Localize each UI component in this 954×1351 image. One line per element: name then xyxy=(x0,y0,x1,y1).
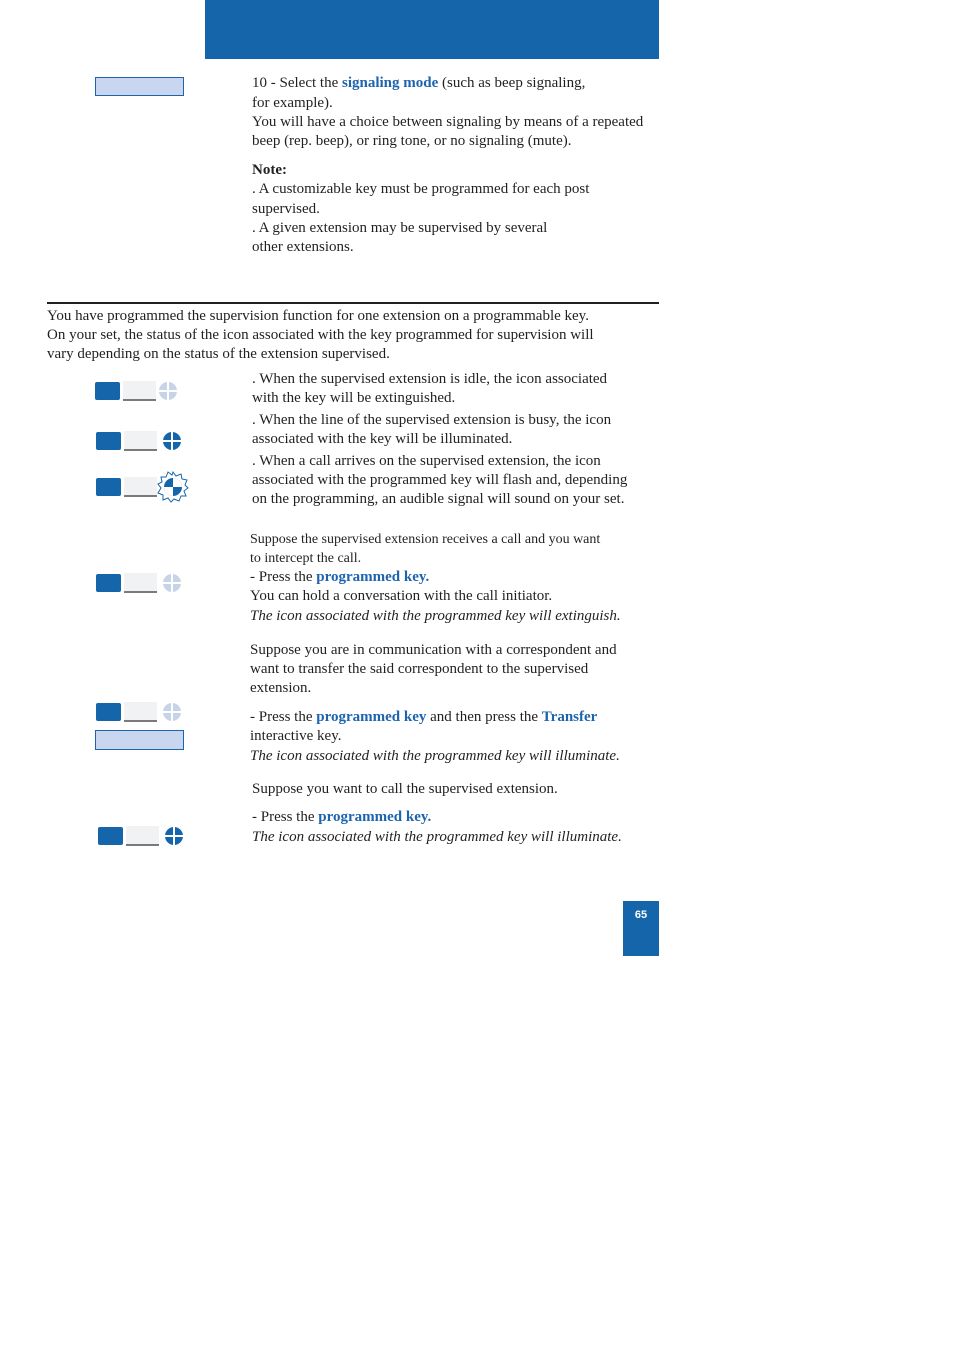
programmed-key-transfer[interactable] xyxy=(96,701,182,723)
supervision-idle-icon xyxy=(162,702,182,722)
state-call-line1: . When a call arrives on the supervised extension, the icon xyxy=(252,453,601,469)
key-label-area xyxy=(124,477,157,497)
state-busy-line2: associated with the key will be illuminated. xyxy=(252,431,513,447)
state-idle-line1: . When the supervised extension is idle, the icon associated xyxy=(252,371,608,387)
note-title: Note: xyxy=(252,162,287,178)
call-line1: Suppose you want to call the supervised extension. xyxy=(252,781,558,797)
intercept-line2: to intercept the call. xyxy=(250,551,362,566)
state-call-line2: associated with the programmed key will flash and, depending xyxy=(252,472,628,488)
supervision-busy-icon xyxy=(162,431,182,451)
call-result: The icon associated with the programmed key will illuminate. xyxy=(252,829,622,845)
supervision-idle-icon xyxy=(162,573,182,593)
programmed-key-call[interactable] xyxy=(98,825,186,847)
note-line1: . A customizable key must be programmed for each post xyxy=(252,181,590,197)
key-button[interactable] xyxy=(98,827,123,845)
supervision-busy-icon xyxy=(164,826,184,846)
intro-line2: On your set, the status of the icon associated with the key programmed for supervision will xyxy=(47,327,594,343)
transfer-line3: extension. xyxy=(250,680,312,696)
transfer-term: Transfer xyxy=(541,709,598,725)
intro-line3: vary depending on the status of the extension supervised. xyxy=(47,346,390,362)
key-label-area xyxy=(126,826,159,846)
intercept-press: - Press the programmed key. xyxy=(250,569,430,585)
section-divider xyxy=(47,302,659,304)
signaling-mode-screen-key[interactable] xyxy=(95,77,184,96)
key-label-area xyxy=(124,702,157,722)
programmed-key-term: programmed key. xyxy=(318,809,432,825)
programmed-key-flashing[interactable] xyxy=(96,476,192,498)
signaling-mode-term: signaling mode xyxy=(341,75,439,91)
key-button[interactable] xyxy=(96,574,121,592)
intercept-line4: You can hold a conversation with the call initiator. xyxy=(250,588,553,604)
programmed-key-busy[interactable] xyxy=(96,430,182,452)
key-button[interactable] xyxy=(95,382,120,400)
intercept-result: The icon associated with the programmed key will extinguish. xyxy=(250,608,621,624)
key-label-area xyxy=(124,573,157,593)
transfer-screen-key[interactable] xyxy=(95,730,184,750)
key-label-area xyxy=(124,431,157,451)
state-call-line3: on the programming, an audible signal will sound on your set. xyxy=(252,491,625,507)
transfer-line5: interactive key. xyxy=(250,728,342,744)
page-number: 65 xyxy=(623,901,659,956)
supervision-idle-icon xyxy=(158,381,178,401)
transfer-line1: Suppose you are in communication with a correspondent and xyxy=(250,642,617,658)
programmed-key-intercept[interactable] xyxy=(96,572,182,594)
transfer-line2: want to transfer the said correspondent to the supervised xyxy=(250,661,589,677)
transfer-result: The icon associated with the programmed key will illuminate. xyxy=(250,748,620,764)
intro-line1: You have programmed the supervision function for one extension on a programmable key. xyxy=(47,308,589,324)
programmed-key-idle[interactable] xyxy=(95,380,180,402)
state-busy-line1: . When the line of the supervised extension is busy, the icon xyxy=(252,412,612,428)
step10-line2: for example). xyxy=(252,95,333,111)
key-button[interactable] xyxy=(96,432,121,450)
transfer-press: - Press the programmed key and then press the Transfer xyxy=(250,709,598,725)
key-label-area xyxy=(123,381,156,401)
intercept-line1: Suppose the supervised extension receives a call and you want xyxy=(250,532,601,547)
state-idle-line2: with the key will be extinguished. xyxy=(252,390,456,406)
note-line3: . A given extension may be supervised by several xyxy=(252,220,548,236)
key-button[interactable] xyxy=(96,703,121,721)
note-line4: other extensions. xyxy=(252,239,354,255)
call-press: - Press the programmed key. xyxy=(252,809,432,825)
step10-line4: beep (rep. beep), or ring tone, or no signaling (mute). xyxy=(252,133,572,149)
supervision-flashing-icon xyxy=(157,471,189,503)
programmed-key-term: programmed key. xyxy=(316,569,430,585)
key-button[interactable] xyxy=(96,478,121,496)
note-line2: supervised. xyxy=(252,201,320,217)
step10-line1: 10 - Select the signaling mode (such as beep signaling, xyxy=(252,75,586,91)
step10-line3: You will have a choice between signaling by means of a repeated xyxy=(252,114,644,130)
header-band xyxy=(205,0,659,59)
programmed-key-term: programmed key xyxy=(316,709,427,725)
